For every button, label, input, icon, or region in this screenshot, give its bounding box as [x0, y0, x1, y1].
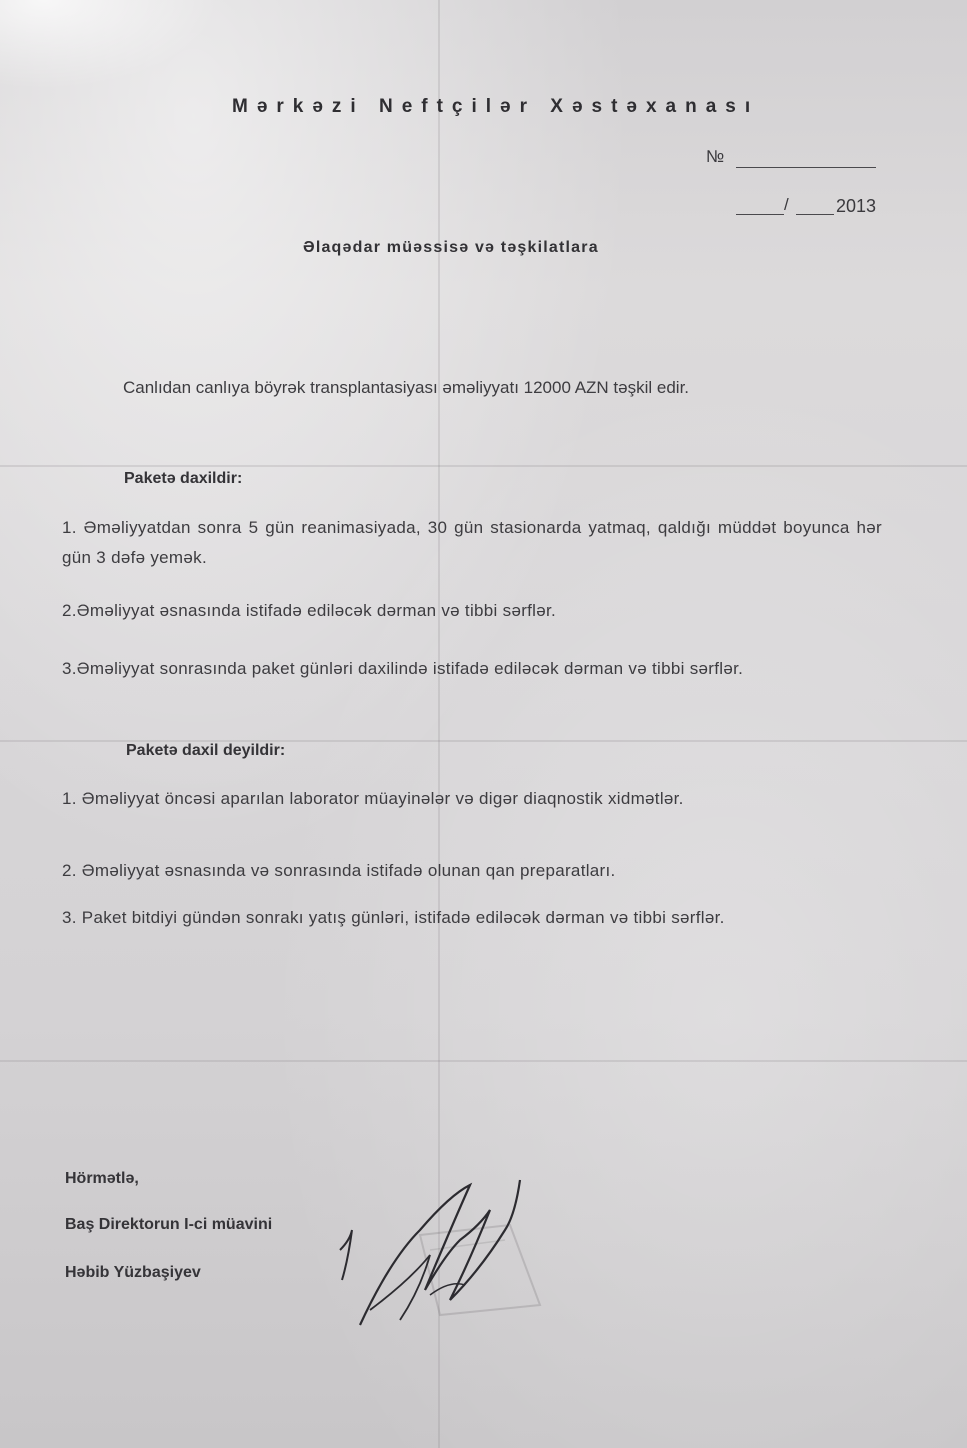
included-heading: Paketə daxildir:	[124, 470, 243, 487]
date-year: 2013	[836, 196, 877, 216]
date-blank-month	[796, 214, 834, 215]
date-blank-day	[736, 214, 784, 215]
fold-crease	[0, 465, 967, 467]
light-glare	[0, 0, 220, 90]
included-item-1: 1. Əməliyyatdan sonra 5 gün reanimasiyada, 30 gün stasionarda yatmaq, qaldığı müddət boyunca hər gün 3 dəfə yemək.	[62, 518, 882, 567]
fold-crease	[0, 1060, 967, 1062]
excluded-item-3: 3. Paket bitdiyi gündən sonrakı yatış günləri, istifadə ediləcək dərman və tibbi sərflər.	[62, 908, 725, 927]
addressee: Əlaqədar müəssisə və təşkilatlara	[303, 239, 599, 256]
signatory-position: Baş Direktorun I-ci müavini	[65, 1216, 273, 1233]
excluded-item-2: 2. Əməliyyat əsnasında və sonrasında istifadə olunan qan preparatları.	[62, 861, 616, 880]
number-blank-line	[736, 167, 876, 168]
signatory-name: Həbib Yüzbaşiyev	[65, 1264, 201, 1281]
excluded-heading: Paketə daxil deyildir:	[126, 742, 286, 759]
number-label: №	[706, 147, 725, 166]
intro-text: Canlıdan canlıya böyrək transplantasiyası əməliyyatı 12000 AZN təşkil edir.	[123, 378, 690, 397]
date-slash: /	[784, 195, 789, 214]
excluded-item-1: 1. Əməliyyat öncəsi aparılan laborator müayinələr və digər diaqnostik xidmətlər.	[62, 789, 684, 808]
included-item-2: 2.Əməliyyat əsnasında istifadə ediləcək dərman və tibbi sərflər.	[62, 601, 557, 620]
signature	[330, 1170, 540, 1330]
included-item-3: 3.Əməliyyat sonrasında paket günləri daxilində istifadə ediləcək dərman və tibbi sərflər.	[62, 659, 744, 678]
hospital-name: Mərkəzi Neftçilər Xəstəxanası	[232, 96, 760, 117]
closing-regards: Hörmətlə,	[65, 1170, 139, 1187]
